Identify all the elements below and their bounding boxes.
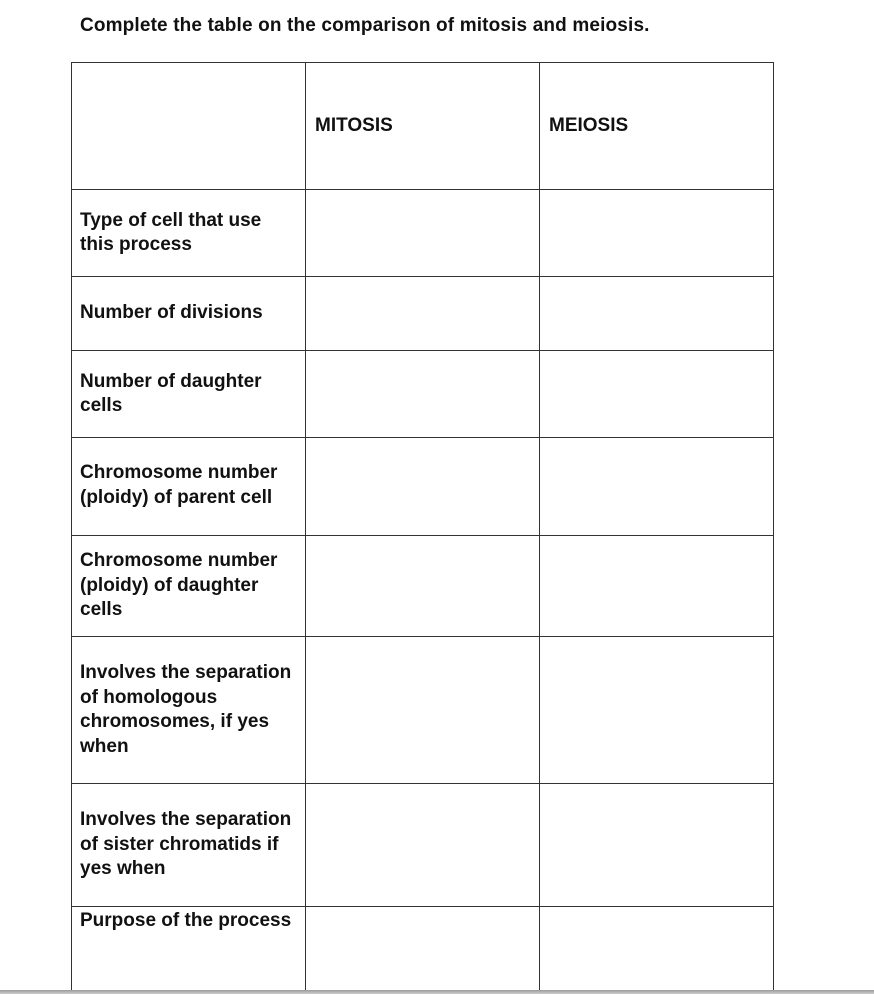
table-row [72,637,774,784]
table-row [72,190,774,277]
row-label-cell-type: Type of cell that use this process [72,190,306,277]
comparison-table [71,62,774,993]
table-row [72,351,774,438]
table-row [72,907,774,993]
mitosis-answer-cell[interactable] [306,277,540,351]
row-label-parent-ploidy: Chromosome number (ploidy) of parent cell [72,438,306,536]
row-label-number-of-daughter-cells: Number of daughter cells [72,351,306,438]
row-label-daughter-ploidy: Chromosome number (ploidy) of daughter cells [72,536,306,637]
mitosis-answer-cell[interactable] [306,190,540,277]
mitosis-column-header: MITOSIS [306,63,540,190]
meiosis-answer-cell[interactable] [540,637,774,784]
mitosis-answer-cell[interactable] [306,351,540,438]
row-label-homologous-separation: Involves the separation of homologous chromosomes, if yes when [72,637,306,784]
mitosis-answer-cell[interactable] [306,637,540,784]
row-label-sister-chromatid-separation: Involves the separation of sister chromatids if yes when [72,784,306,907]
page-bottom-divider [0,990,874,994]
meiosis-answer-cell[interactable] [540,784,774,907]
mitosis-answer-cell[interactable] [306,536,540,637]
meiosis-answer-cell[interactable] [540,536,774,637]
table-row [72,536,774,637]
meiosis-answer-cell[interactable] [540,438,774,536]
table-row [72,438,774,536]
header-row [72,63,774,190]
row-label-number-of-divisions: Number of divisions [72,277,306,351]
mitosis-answer-cell[interactable] [306,784,540,907]
table-row [72,277,774,351]
mitosis-answer-cell[interactable] [306,907,540,993]
meiosis-answer-cell[interactable] [540,190,774,277]
worksheet-instruction: Complete the table on the comparison of mitosis and meiosis. [80,15,650,36]
meiosis-answer-cell[interactable] [540,351,774,438]
corner-cell [72,63,306,190]
meiosis-column-header: MEIOSIS [540,63,774,190]
meiosis-answer-cell[interactable] [540,907,774,993]
mitosis-answer-cell[interactable] [306,438,540,536]
row-label-purpose: Purpose of the process [72,907,306,993]
meiosis-answer-cell[interactable] [540,277,774,351]
table-row [72,784,774,907]
